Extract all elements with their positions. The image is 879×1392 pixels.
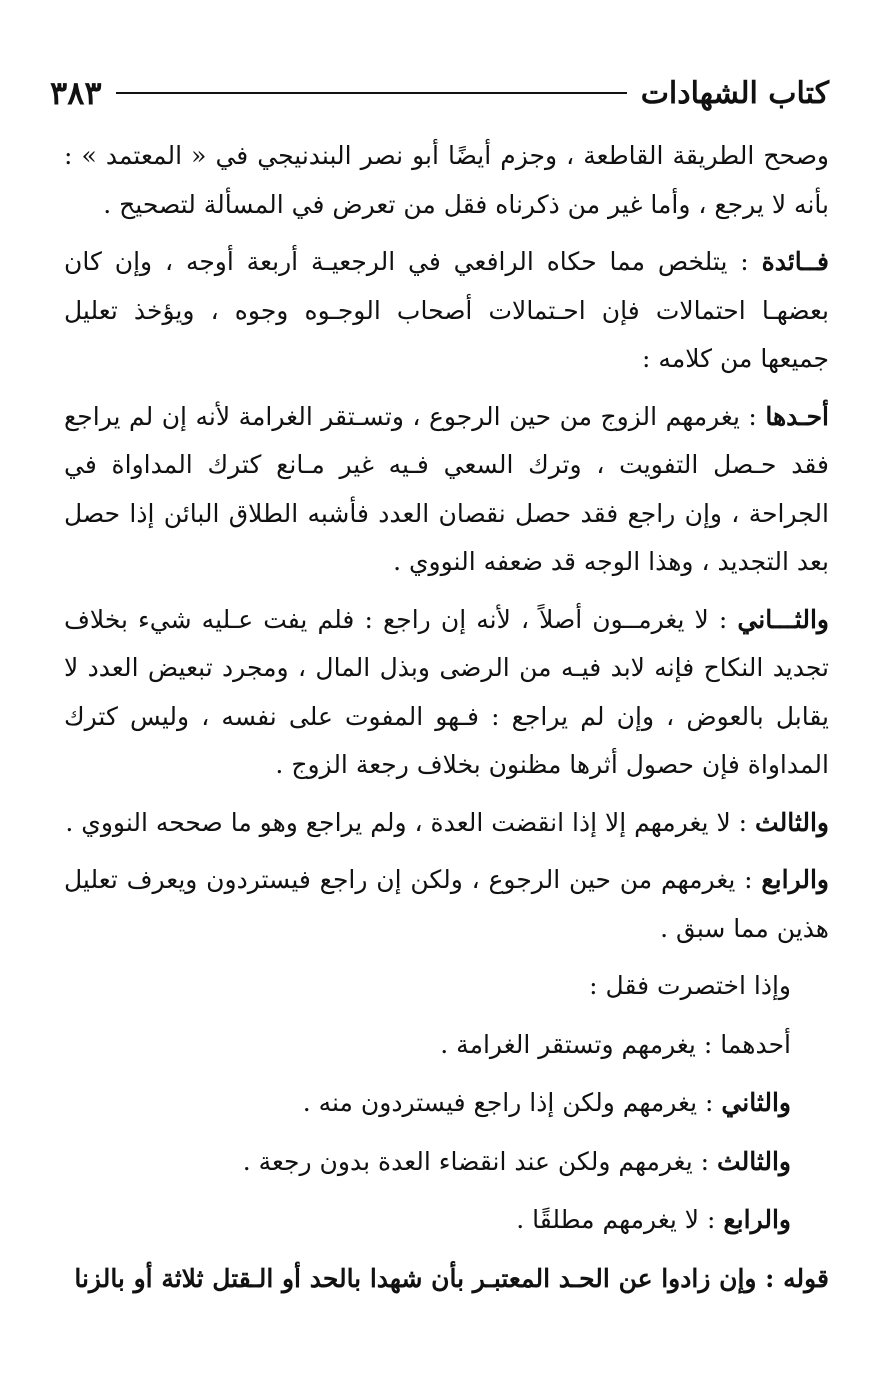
paragraph-text: : لا يغرمهم إلا إذا انقضت العدة ، ولم يراجع وهو ما صححه النووي . — [65, 807, 756, 837]
page-number: ٣٨٣ — [50, 74, 102, 112]
paragraph-second-view — [64, 596, 829, 790]
paragraph-lead: والرابع — [761, 865, 829, 894]
paragraph-first-view — [64, 393, 829, 587]
summary-item-lead: والثالث — [717, 1146, 791, 1176]
summary-item-text: : يغرمهم وتستقر الغرامة . — [440, 1029, 721, 1059]
paragraph-lead: أحـدها — [765, 401, 829, 431]
summary-list — [64, 962, 829, 1245]
paragraph-fourth-view — [64, 856, 829, 953]
paragraph-faida — [64, 238, 829, 384]
main-text — [64, 132, 829, 1328]
qawluh-heading: قوله : وإن زادوا عن الحـد المعتبـر بأن شهدا بالحد أو الـقتل ثلاثة أو بالزنا — [74, 1263, 829, 1293]
summary-item-lead: والثاني — [721, 1088, 791, 1117]
summary-item — [64, 1021, 791, 1070]
paragraph-lead: فــائدة — [761, 247, 829, 276]
paragraph-text: : يغرمهم من حين الرجوع ، ولكن إن راجع فيستردون ويعرف تعليل هذين مما سبق . — [64, 865, 829, 943]
summary-item-text: : يغرمهم ولكن إذا راجع فيستردون منه . — [302, 1088, 722, 1117]
summary-item — [64, 1196, 791, 1245]
summary-item-lead: أحدهما — [720, 1029, 791, 1059]
header-rule — [116, 92, 627, 94]
paragraph-lead: والثـــاني — [737, 604, 829, 634]
summary-item-text: : لا يغرمهم مطلقًا . — [516, 1205, 724, 1234]
summary-item-text: : يغرمهم ولكن عند انقضاء العدة بدون رجعة . — [242, 1146, 718, 1176]
paragraph-text: وصحح الطريقة القاطعة ، وجزم أيضًا أبو نصر البندنيجي في « المعتمد » : بأنه لا يرجع ، وأما غير من ذكرناه فقل من تعرض في المسألة لتصحيح . — [64, 141, 829, 219]
paragraph-third-view — [64, 799, 829, 848]
summary-intro: وإذا اختصرت فقل : — [589, 971, 791, 1000]
summary-item — [64, 1079, 791, 1128]
paragraph-1 — [64, 132, 829, 229]
chapter-title: كتاب الشهادات — [640, 75, 829, 111]
paragraph-text: : لا يغرمــون أصلاً ، لأنه إن راجع : فلم يفت عـليه شيء بخلاف تجديد النكاح فإنه لابد فيـه من الرضى وبذل المال ، ومجرد تبعيض العدد لا يقابل بالعوض ، وإن لم يراجع : فـهو المفوت على نفسه ، وليس كترك المداواة فإن حصول أثرها مظنون بخلاف رجعة الزوج . — [64, 604, 829, 779]
paragraph-text: : يتلخص مما حكاه الرافعي في الرجعيـة أربعة أوجه ، وإن كان بعضهـا احتمالات فإن احـتمالات أصحاب الوجـوه وجوه ، ويؤخذ تعليل جميعها من كلامه : — [64, 247, 829, 373]
paragraph-text: : يغرمهم الزوج من حين الرجوع ، وتسـتقر الغرامة لأنه إن لم يراجع فقد حـصل التفويت ، وترك السعي فـيه غير مـانع كترك المداواة في الجراحة ، وإن راجع فقد حصل نقصان العدد فأشبه الطلاق البائن إذا حصل بعد التجديد ، وهذا الوجه قد ضعفه النووي . — [64, 401, 829, 576]
summary-item — [64, 1138, 791, 1187]
paragraph-lead: والثالث — [755, 807, 829, 837]
running-header — [50, 68, 829, 118]
summary-item-lead: والرابع — [723, 1205, 791, 1234]
